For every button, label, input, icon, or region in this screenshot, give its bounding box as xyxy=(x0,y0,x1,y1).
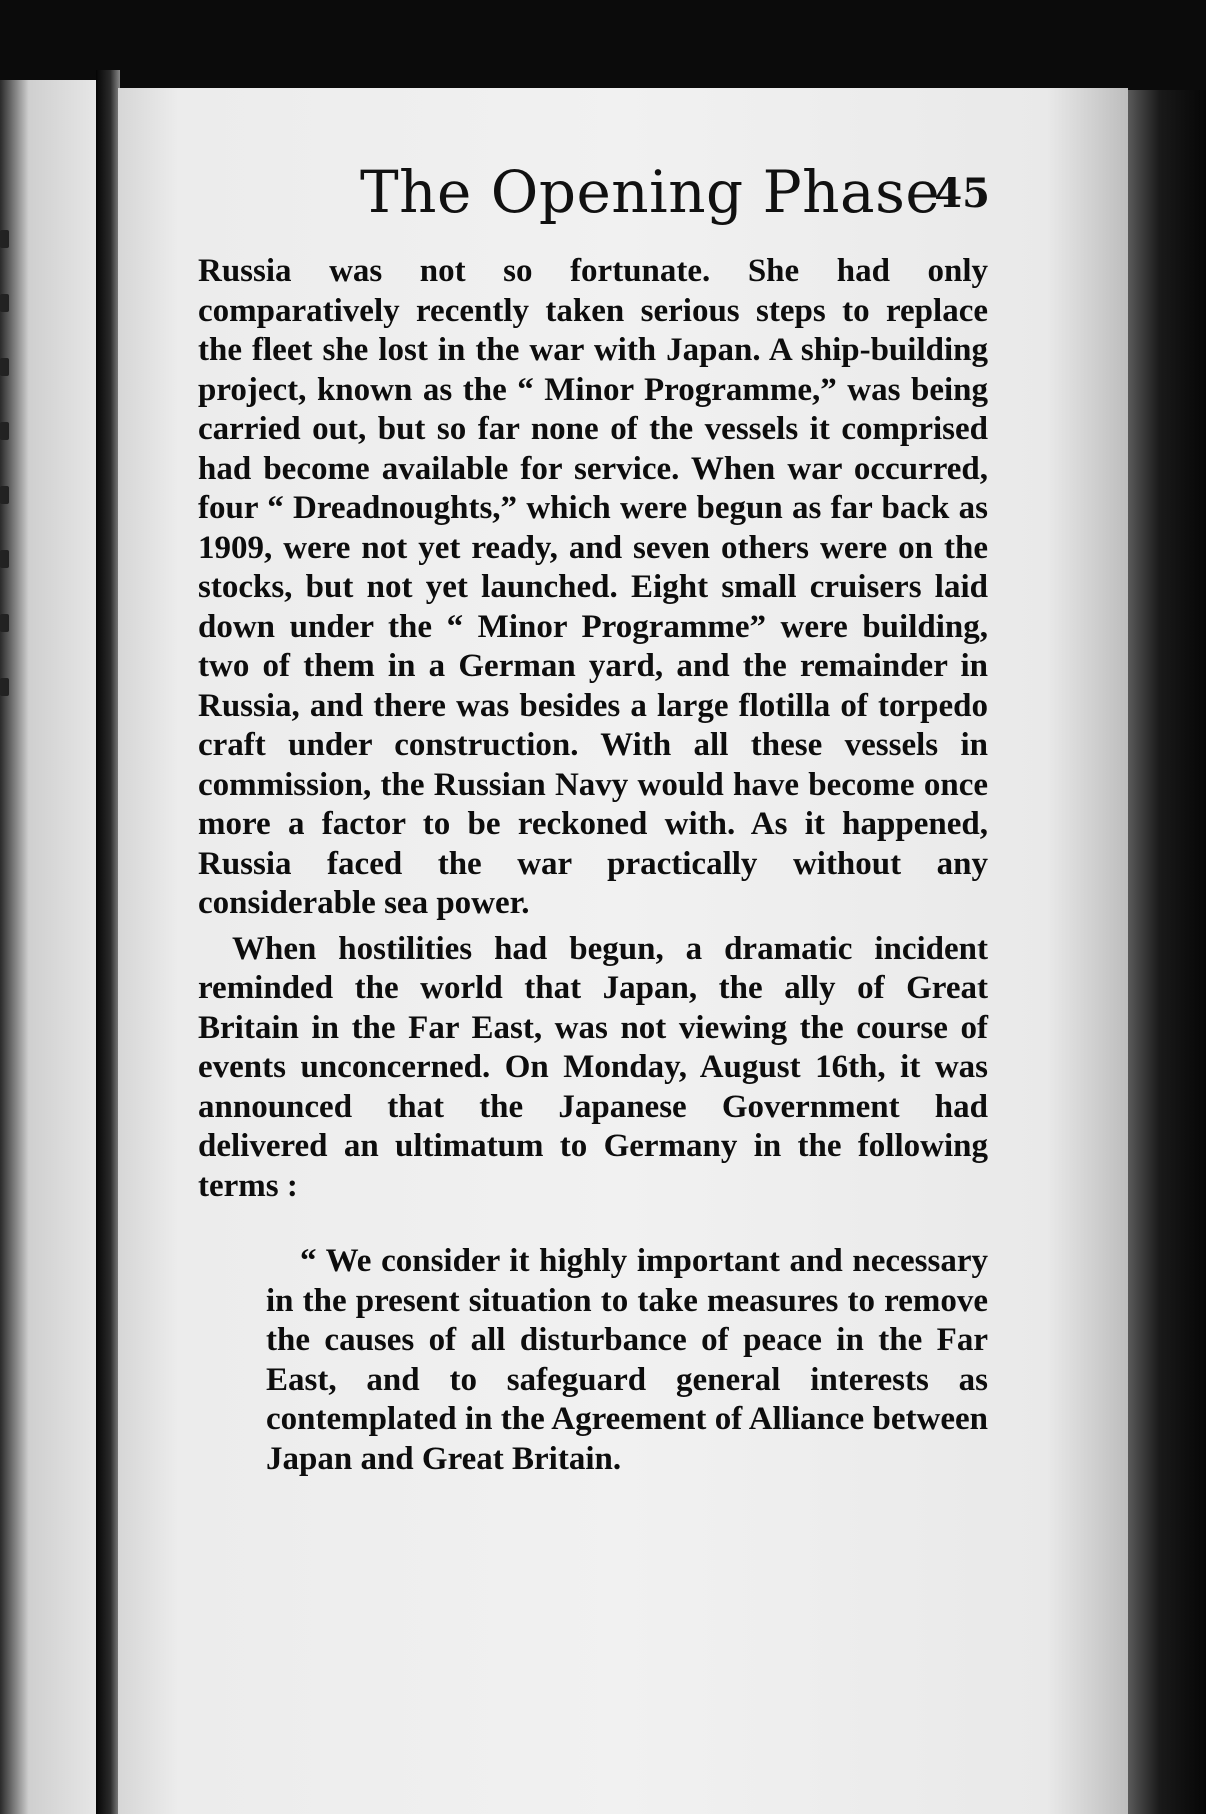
facing-page-edge xyxy=(0,80,96,1814)
page-header xyxy=(360,158,990,228)
book-gutter xyxy=(96,70,120,1814)
page-number: 45 xyxy=(934,170,990,217)
page-right-edge xyxy=(1128,90,1206,1814)
block-quotation: “ We consider it highly important and necessary in the present situation to take measures to remove the causes of all disturbance of peace in the Far East, and to safeguard general interests as contemplated in the Agreement of Alliance between Japan and Great Britain. xyxy=(266,1243,988,1477)
paragraph: Russia was not so fortunate. She had only comparatively recently taken serious steps to replace the fleet she lost in the war with Japan. A ship-building project, known as the “ Minor Programme,” was being carried out, but so far none of the vessels it comprised had become available for service. When war occurred, four “ Dreadnoughts,” which were begun as far back as 1909, were not yet ready, and seven others were on the stocks, but not yet launched. Eight small cruisers laid down under the “ Minor Programme” were building, two of them in a German yard, and the remainder in Russia, and there was besides a large flotilla of torpedo craft under construction. With all these vessels in commission, the Russian Navy would have become once more a factor to be reckoned with. As it happened, Russia faced the war practically without any considerable sea power. xyxy=(198,253,988,921)
running-title: The Opening Phase xyxy=(360,158,941,226)
facing-page-text-fragments xyxy=(0,230,20,742)
page-body xyxy=(198,252,988,1479)
paragraph: When hostilities had begun, a dramatic incident reminded the world that Japan, the ally of Great Britain in the Far East, was not viewing the course of events unconcerned. On Monday, August 16th, it was announced that the Japanese Government had delivered an ultimatum to Germany in the following terms : xyxy=(198,930,988,1204)
